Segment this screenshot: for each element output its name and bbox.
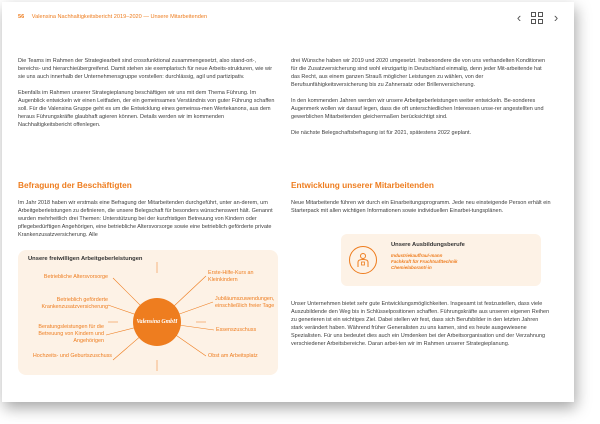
training-item: Industriekauffrau/-mann: [391, 253, 443, 258]
right-opportunities: [291, 300, 551, 356]
paragraph: Die Teams im Rahmen der Strategiearbeit sind crossfunktional zusammengesetzt, also stand-ort-, bereichs- und hierarchieübergreifend. Damit stehen sie exemplarisch für neue Arbeits-strukturen, wie wir sie uns auch innerhalb der Unternehmensgruppe vorstellen: durchlässig, agil und partizipativ.: [18, 58, 273, 80]
section-heading-survey: Befragung der Beschäftigten: [18, 180, 132, 190]
paragraph: drei Wünsche haben wir 2019 und 2020 umgesetzt. Insbesondere die von uns verhandelten Konditionen für die Zusatzversicherung sind wohl einzigartig in Deutschland einmalig, denn jeder Mit-arbeitende hat das Recht, aus einem ganzen Strauß möglicher Leistungen zu wählen, von der Berufsunfähigkeitsversicherung bis zu Zahnersatz oder Brillenversicherung.: [291, 58, 546, 88]
report-page: [2, 2, 574, 402]
benefit-item: Essenszuschuss: [216, 327, 257, 333]
benefit-item: Erste-Hilfe-Kurs an Kleinkindern: [208, 270, 254, 283]
chevron-right-icon: ›: [553, 9, 559, 25]
left-survey: [18, 199, 277, 247]
benefit-item: Hochzeits- und Geburtszuschuss: [32, 353, 112, 359]
benefit-item: Betrieblich geförderte Krankenzusatzversicherung: [41, 297, 108, 310]
training-title: Unsere Ausbildungsberufe: [391, 242, 465, 248]
page-header: [18, 14, 207, 20]
next-page-button[interactable]: [550, 9, 562, 25]
paragraph: Im Jahr 2018 haben wir erstmals eine Befragung der Mitarbeitenden durchgeführt, unter an-derem, um Arbeitgeberleistungen zu definieren, die unsere Belegschaft für besonders wünschenswert hält. Genannt wurden mehrheitlich drei Themen: Unterstützung bei der kurzfristigen Betreuung von Kindern oder pflegebedürftigen Angehörigen, eine betriebliche Altersvorsorge sowie eine betrieblich geförderte private Krankenzusatzversicherung. Alle: [18, 200, 273, 238]
left-intro: [18, 57, 277, 137]
page-number: 56: [18, 14, 25, 20]
benefit-item: Obst am Arbeitsplatz: [208, 353, 258, 359]
section-heading-development: Entwicklung unserer Mitarbeitenden: [291, 180, 434, 190]
benefit-item: Betriebliche Altersvorsorge: [43, 274, 108, 280]
right-development: [291, 199, 551, 223]
valensina-logo: Valensina GmbH: [133, 298, 181, 346]
page-header-title: Valensina Nachhaltigkeitsbericht 2019–2020 — Unsere Mitarbeitenden: [31, 14, 208, 20]
training-list: [391, 253, 458, 271]
paragraph: Neue Mitarbeitende führen wir durch ein Einarbeitungsprogramm. Jede neu einsteigende Person erhält ein Starterpack mit allen wichtigen Informationen sowie individuellen Einarbei-tungsplänen.: [291, 200, 551, 214]
training-item: Chemielaborant/-in: [391, 265, 432, 270]
page-overview-button[interactable]: [530, 11, 544, 25]
benefit-item: Beratungsleistungen für die Betreuung von Kindern und Angehörigen: [38, 324, 104, 344]
paragraph: In den kommenden Jahren werden wir unsere Arbeitgeberleistungen weiter entwickeln. Be-sonderes Augenmerk wollen wir darauf legen, dass die oft unterschiedlichen Interessen unse-rer angestellten und gewerblichen Mitarbeitenden gleichermaßen berücksichtigt sind.: [291, 98, 544, 120]
chevron-left-icon: ‹: [516, 9, 522, 25]
right-intro: [291, 57, 551, 145]
person-icon: [349, 246, 377, 274]
training-box: [341, 234, 541, 286]
paragraph: Ebenfalls im Rahmen unserer Strategieplanung beschäftigen wir uns mit dem Thema Führung. Im Augenblick entwickeln wir einen Leitfaden, der ein gemeinsames Verständnis von guter Führung schaffen soll. Für die Valensina Gruppe geht es um die Entwicklung eines gemeinsa-men Wertekanons, aus dem heraus Führungskräfte glaubhaft agieren können. Details werden wir im kommenden Nachhaltigkeitsbericht offenlegen.: [18, 90, 275, 128]
grid-icon: [531, 12, 543, 24]
paragraph: Die nächste Belegschaftsbefragung ist für 2021, spätestens 2022 geplant.: [291, 130, 472, 136]
benefit-item: Jubiläumszuwendungen, einschließlich freier Tage: [215, 296, 275, 309]
paragraph: Unser Unternehmen bietet sehr gute Entwicklungsmöglichkeiten. Insgesamt ist festzustellen, dass viele Auszubildende den Weg bis in Schlüsselpositionen schaffen. Führungskräfte aus unseren eigenen Reihen zu generieren ist ein wichtiges Ziel. Dabei stellen wir fest, dass sich Berufsbilder in den letzten Jahren stark verändert haben. Während früher Generalisten zu uns kamen, sind es heute ausgewiesene Spezialisten. Für uns bedeutet dies auch ein Umdenken bei der Arbeitsorganisation und der Verzahnung verschiedener Arbeitsbereiche. Daran arbei-ten wir im Rahmen unserer Strategieplanung.: [291, 301, 550, 347]
previous-page-button[interactable]: [513, 9, 525, 25]
benefits-title: Unsere freiwilligen Arbeitgeberleistungen: [28, 256, 143, 262]
benefits-diagram: [18, 250, 278, 375]
training-item: Fachkraft für Fruchtsafttechnik: [391, 259, 458, 264]
